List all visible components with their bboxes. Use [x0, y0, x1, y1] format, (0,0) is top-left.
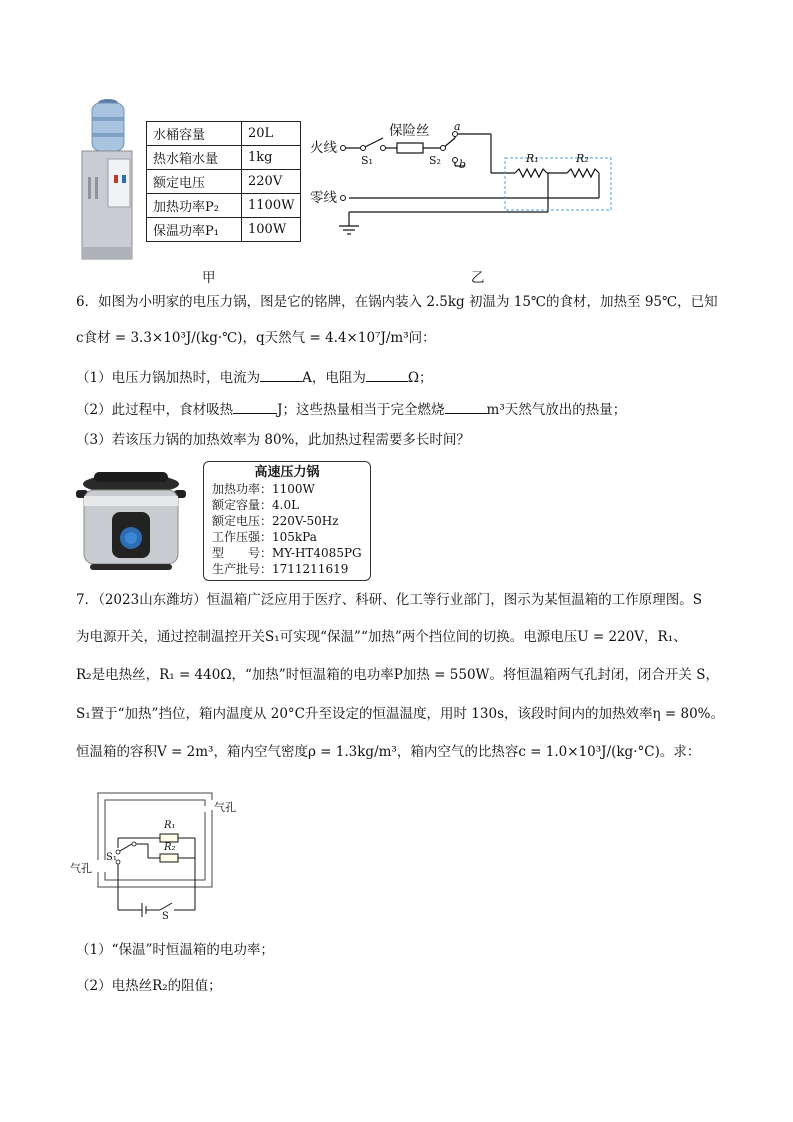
spec-table: [146, 121, 301, 242]
nameplate-row: 加热功率：1100W: [212, 482, 315, 496]
fire-line-label: 火线: [310, 140, 337, 156]
fuse-label: 保险丝: [389, 123, 430, 139]
q6-part2-a: （2）此过程中，食材吸热: [76, 402, 234, 418]
q6-part2-b: J；这些热量相当于完全燃烧: [277, 402, 445, 418]
q7-line5: 恒温箱的容积V = 2m³，箱内空气密度ρ = 1.3kg/m³，箱内空气的比热容c = 1.0×10³J/(kg·°C)。求：: [76, 744, 701, 760]
table-row: 额定电压 220V: [147, 170, 301, 194]
q6-part1: [76, 367, 433, 388]
table-row: 加热功率P₂ 1100W: [147, 194, 301, 218]
q6-part1-b: A，电阻为: [302, 370, 366, 386]
dispenser-circuit-diagram: [305, 118, 615, 248]
terminal-b-label: b: [459, 158, 467, 171]
nameplate-title: 高速压力锅: [254, 465, 320, 480]
q7-line3: R₂是电热丝，R₁ = 440Ω，“加热”时恒温箱的电功率P加热 = 550W。将恒温箱两气孔封闭，闭合开关 S，: [76, 667, 719, 683]
water-dispenser-image: [78, 97, 136, 262]
r1-label: R₁: [164, 820, 176, 831]
pressure-cooker-image: [72, 466, 190, 576]
table-row: 水桶容量 20L: [147, 122, 301, 146]
air-hole-label-left: 气孔: [70, 862, 92, 875]
q7-line1: 7．（2023山东潍坊）恒温箱广泛应用于医疗、科研、化工等行业部门，图示为某恒温箱的工作原理图。S: [76, 592, 702, 608]
cooker-nameplate: [203, 461, 371, 581]
s1-label: S₁: [361, 154, 373, 167]
nameplate-row: 额定电压：220V-50Hz: [212, 514, 339, 528]
q6-part1-c: Ω；: [407, 370, 433, 386]
r1-label: R₁: [526, 152, 539, 165]
q7-line2: 为电源开关，通过控制温控开关S₁可实现“保温”“加热”两个挡位间的切换。电源电压U = 220V，R₁、: [76, 629, 687, 645]
q6-part1-a: （1）电压力锅加热时，电流为: [76, 370, 261, 386]
neutral-line-label: 零线: [310, 190, 337, 206]
s2-label: S₂: [429, 154, 441, 167]
q6-part2: [76, 399, 626, 420]
r2-label: R₂: [576, 152, 589, 165]
incubator-circuit-diagram: [70, 790, 240, 920]
terminal-a-label: a: [454, 120, 461, 133]
r2-label: R₂: [164, 842, 176, 853]
air-hole-label-right: 气孔: [214, 801, 236, 814]
q7-sub1: （1）“保温”时恒温箱的电功率；: [76, 942, 274, 958]
q7-sub2: （2）电热丝R₂的阻值；: [76, 978, 222, 994]
answer-blank[interactable]: [260, 367, 302, 382]
q6-part2-c: m³天然气放出的热量；: [486, 402, 627, 418]
caption-right: 乙: [471, 270, 485, 286]
s-label: S: [162, 911, 169, 922]
answer-blank[interactable]: [233, 399, 277, 414]
nameplate-row: 型 号：MY-HT4085PG: [212, 546, 362, 560]
q6-line1: 6．如图为小明家的电压力锅，图是它的铭牌，在锅内装入 2.5kg 初温为 15℃的食材，加热至 95℃，已知: [76, 294, 718, 310]
nameplate-row: 工作压强：105kPa: [212, 530, 317, 544]
q6-part3: （3）若该压力锅的加热效率为 80%，此加热过程需要多长时间？: [76, 432, 470, 448]
answer-blank[interactable]: [445, 399, 487, 414]
s1-label: S₁: [106, 852, 117, 863]
caption-left: 甲: [202, 270, 216, 286]
nameplate-row: 额定容量：4.0L: [212, 498, 300, 512]
table-row: 热水箱水量 1kg: [147, 146, 301, 170]
q6-line2: c食材 = 3.3×10³J/(kg·℃)，q天然气 = 4.4×10⁷J/m³问：: [76, 330, 436, 346]
answer-blank[interactable]: [366, 367, 408, 382]
table-row: 保温功率P₁ 100W: [147, 218, 301, 242]
nameplate-row: 生产批号：1711211619: [212, 562, 349, 576]
q7-line4: S₁置于“加热”挡位，箱内温度从 20°C升至设定的恒温温度，用时 130s，该段时间内的加热效率η = 80%。: [76, 706, 724, 722]
